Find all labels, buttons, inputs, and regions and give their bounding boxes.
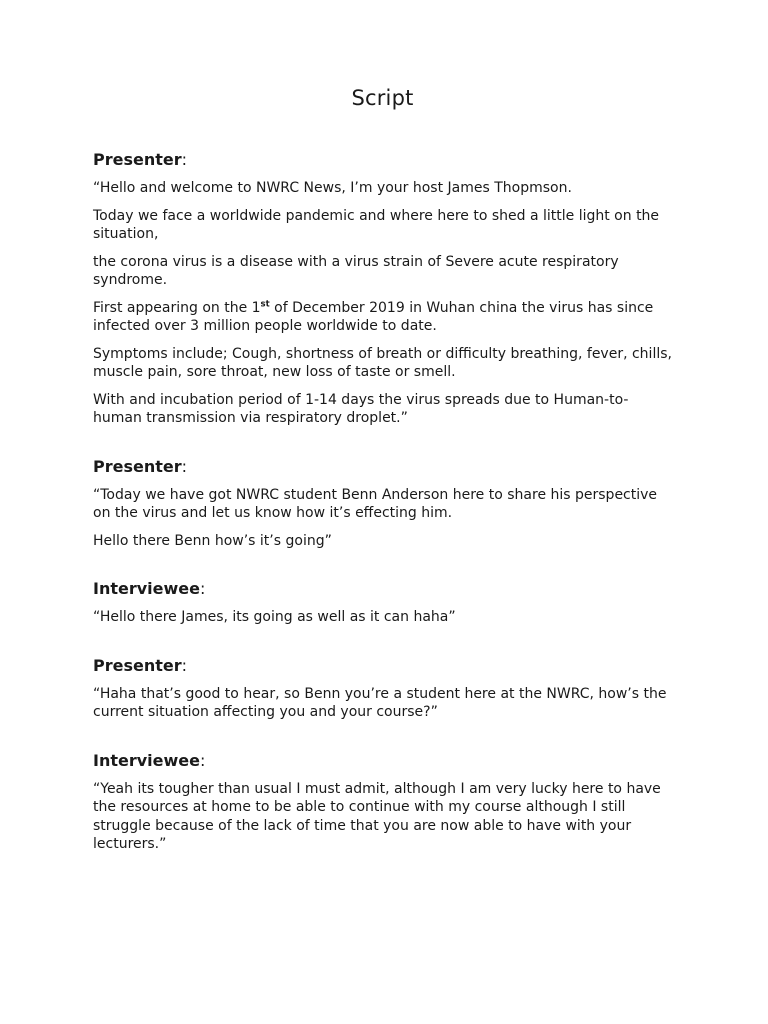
speaker-name: Interviewee <box>93 579 200 598</box>
dialogue-paragraph: Today we face a worldwide pandemic and where here to shed a little light on the situation, <box>93 207 660 242</box>
script-section <box>93 751 672 854</box>
speaker-colon: : <box>181 150 188 169</box>
script-body <box>93 150 672 854</box>
script-section <box>93 457 672 551</box>
dialogue-paragraph: With and incubation period of 1-14 days the virus spreads due to Human-to-human transmission via respiratory droplet.” <box>93 391 629 426</box>
script-section <box>93 150 672 428</box>
dialogue-paragraph: the corona virus is a disease with a virus strain of Severe acute respiratory syndrome. <box>93 253 619 288</box>
dialogue-paragraph: “Hello and welcome to NWRC News, I’m your host James Thopmson. <box>93 180 572 196</box>
speaker-heading <box>93 751 672 771</box>
dialogue-paragraph <box>93 299 672 336</box>
dialogue-paragraph: “Yeah its tougher than usual I must admit, although I am very lucky here to have the resources at home to be able to continue with my course although I still struggle because of the lack of time that you are now able to have with your lecturers.” <box>93 780 661 852</box>
paragraph-text: First appearing on the 1 <box>93 299 261 316</box>
speaker-name: Presenter <box>93 150 182 169</box>
document-title: Script <box>351 86 414 110</box>
dialogue-paragraph: “Haha that’s good to hear, so Benn you’re a student here at the NWRC, how’s the current situation affecting you and your course?” <box>93 685 667 720</box>
speaker-heading <box>93 579 672 599</box>
speaker-colon: : <box>199 750 206 770</box>
paragraph-text: of December 2019 in Wuhan china the virus has since infected over 3 million people worldwide to date. <box>93 299 654 334</box>
speaker-name: Presenter <box>93 655 182 675</box>
script-section <box>93 579 672 627</box>
speaker-heading <box>93 656 672 676</box>
speaker-heading <box>93 457 672 477</box>
speaker-name: Presenter <box>93 456 182 476</box>
ordinal-superscript: st <box>260 298 270 309</box>
speaker-heading <box>93 150 672 170</box>
dialogue-paragraph: “Hello there James, its going as well as it can haha” <box>93 609 456 625</box>
dialogue-paragraph: Hello there Benn how’s it’s going” <box>93 532 332 549</box>
dialogue-paragraph: “Today we have got NWRC student Benn Anderson here to share his perspective on the virus and let us know how it’s effecting him. <box>93 486 658 521</box>
speaker-name: Interviewee <box>93 750 200 770</box>
speaker-colon: : <box>199 579 206 598</box>
speaker-colon: : <box>181 456 188 476</box>
speaker-colon: : <box>181 655 188 675</box>
dialogue-paragraph: Symptoms include; Cough, shortness of breath or difficulty breathing, fever, chills, muscle pain, sore throat, new loss of taste or smell. <box>93 345 672 380</box>
script-section <box>93 656 672 722</box>
